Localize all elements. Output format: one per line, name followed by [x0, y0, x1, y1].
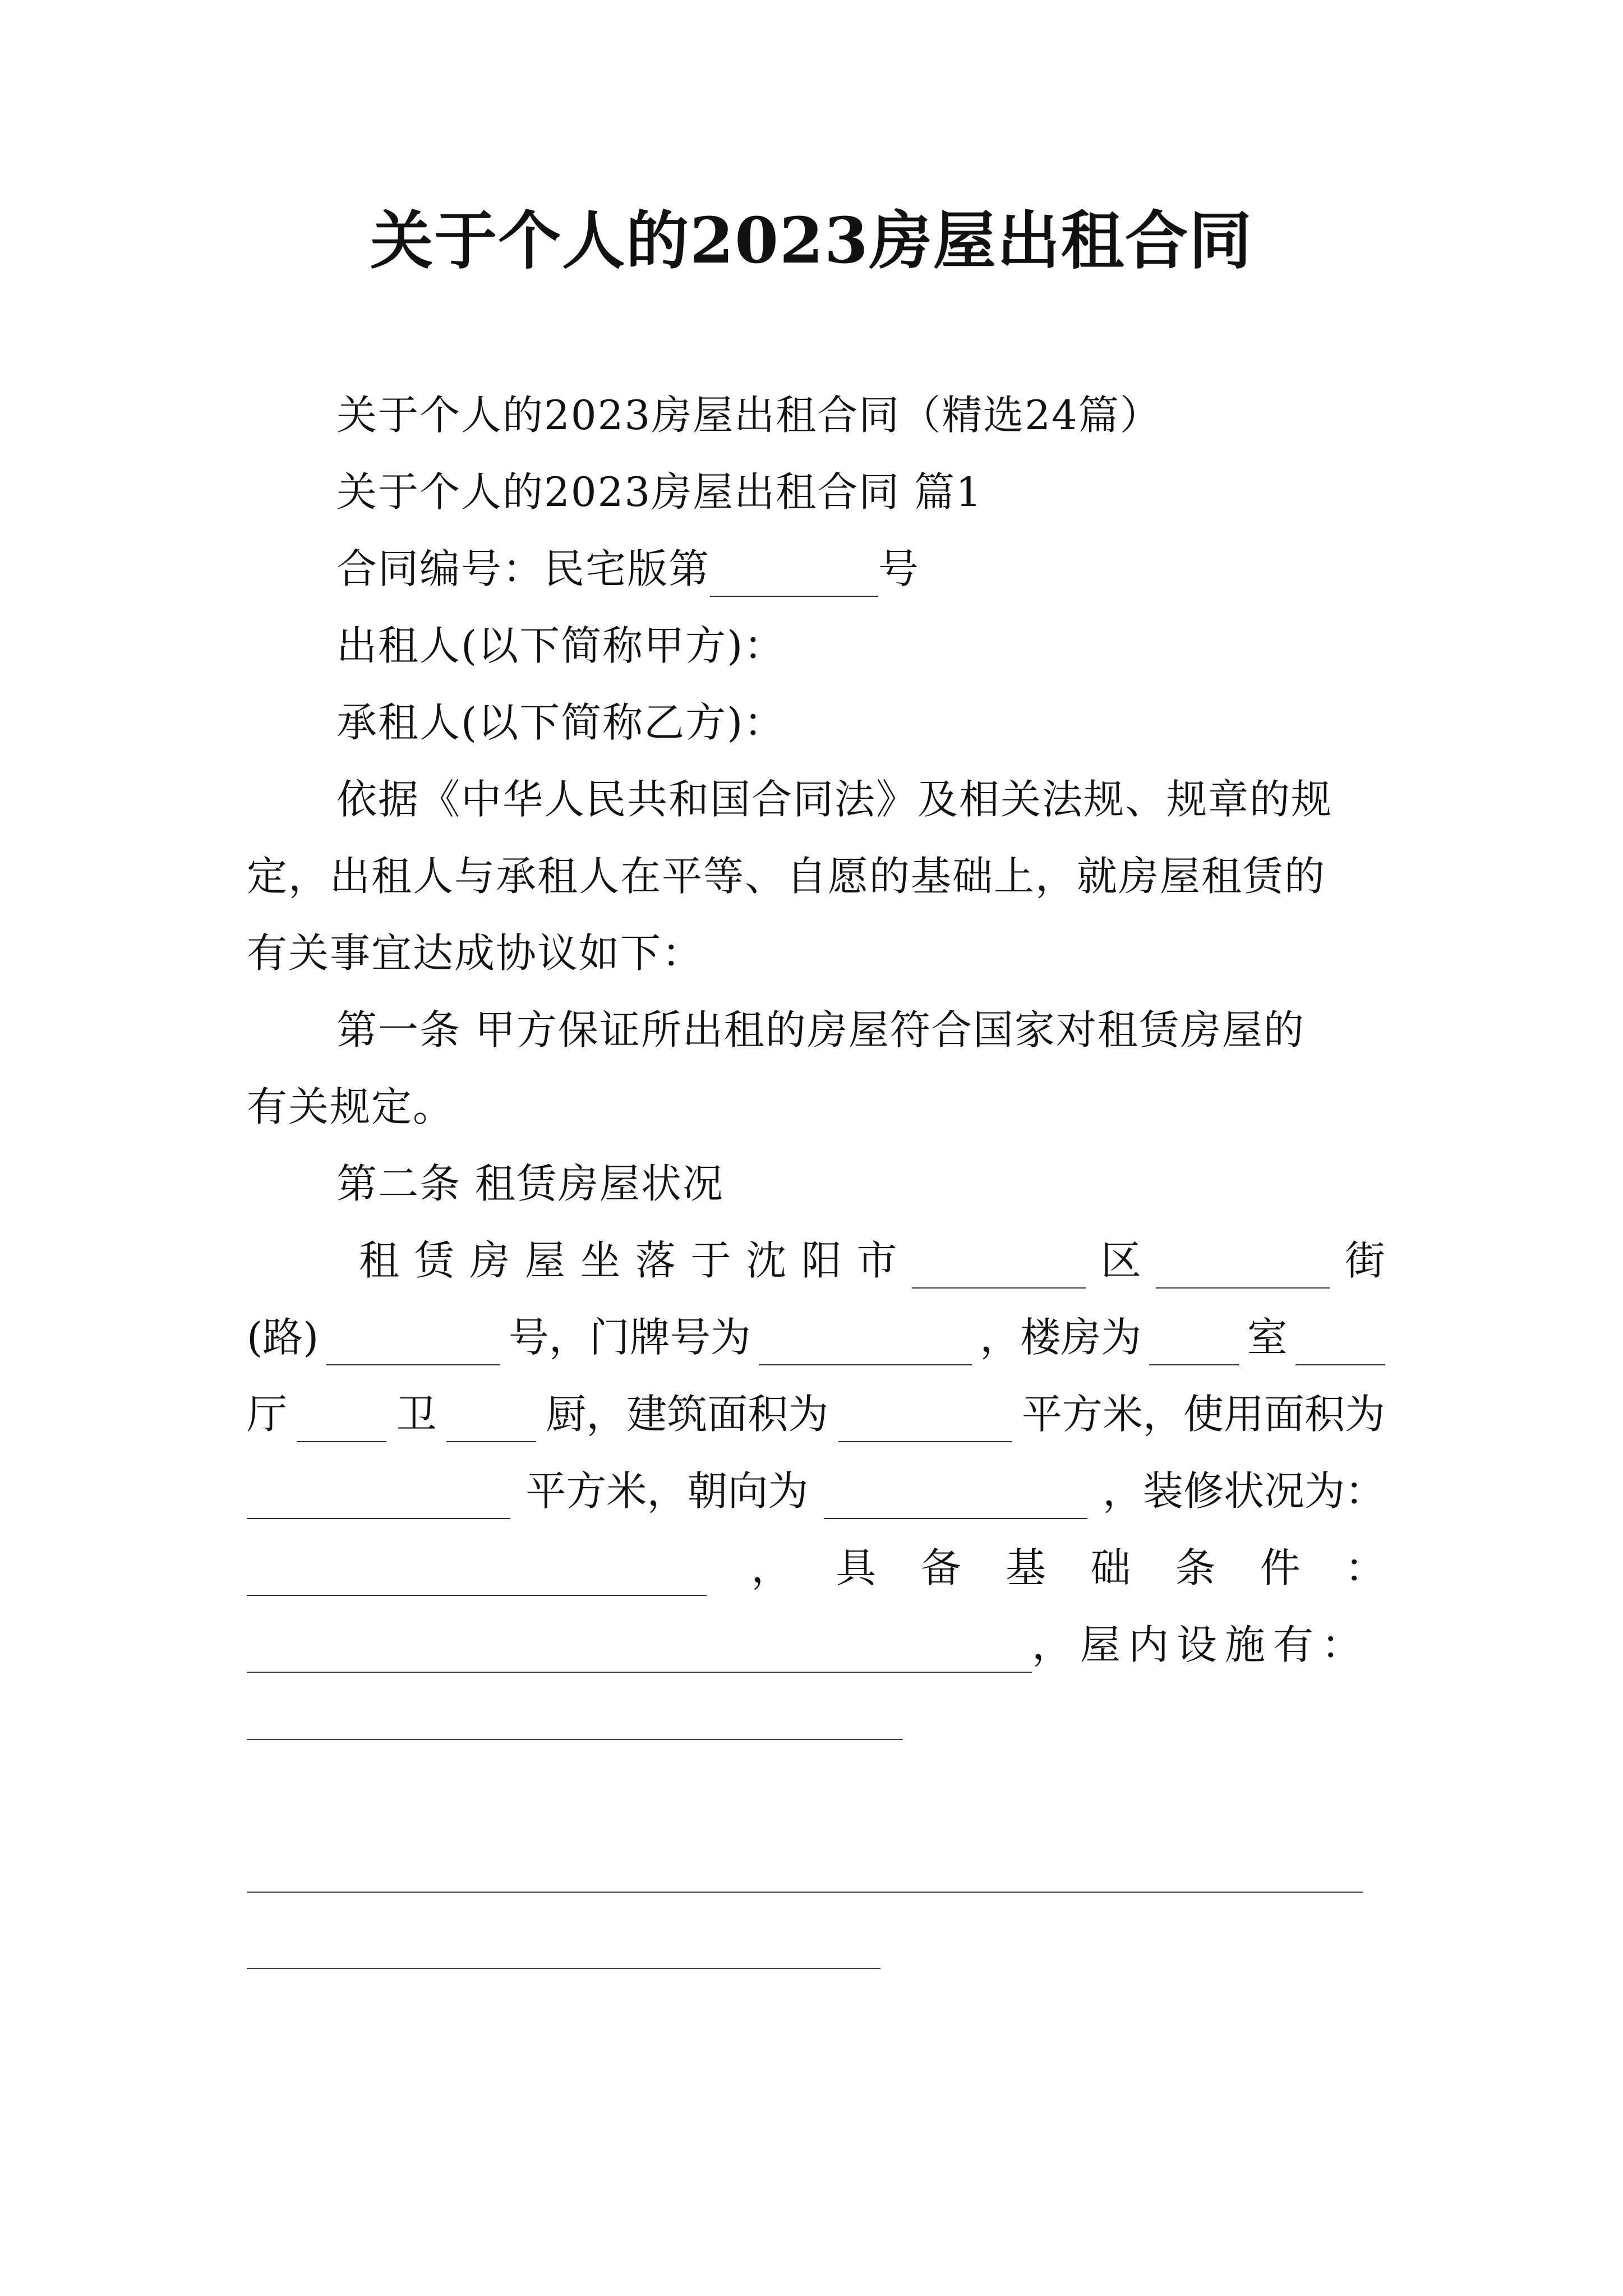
article-2-line-4: 平方米，朝向为 ，装修状况为： — [247, 1463, 1385, 1519]
kitchens-blank — [446, 1402, 536, 1442]
preamble-line-3: 有关事宜达成协议如下： — [247, 930, 704, 977]
facilities-blank-1 — [247, 1739, 903, 1740]
article-2-line-2: (路) 号，门牌号为 ，楼房为 室 — [247, 1309, 1385, 1365]
building-area-blank — [838, 1402, 1012, 1442]
bathrooms-blank — [297, 1402, 386, 1442]
district-blank — [912, 1248, 1086, 1289]
article-2-line-6: ，屋内设施有： — [247, 1617, 1370, 1673]
contract-number: 合同编号：民宅版第 号 — [336, 541, 920, 597]
decoration-blank — [247, 1556, 707, 1596]
article-1-line-2: 有关规定。 — [247, 1083, 455, 1130]
subtitle: 关于个人的2023房屋出租合同（精选24篇） — [336, 392, 1161, 439]
article-2-heading: 第二条 租赁房屋状况 — [336, 1160, 724, 1207]
article-1-line-1: 第一条 甲方保证所出租的房屋符合国家对租赁房屋的 — [336, 1006, 1305, 1053]
article-2-line-1: 租 赁 房 屋 坐 落 于 沈 阳 市 区 街 — [359, 1232, 1385, 1289]
preamble-line-2: 定，出租人与承租人在平等、自愿的基础上，就房屋租赁的 — [247, 853, 1326, 900]
basic-conditions-blank — [247, 1632, 1032, 1673]
contract-number-blank — [710, 556, 878, 597]
facilities-blank-2 — [247, 1892, 1363, 1893]
article-2-line-5: ， 具 备 基 础 条 件 ： — [247, 1540, 1385, 1596]
usable-area-blank — [247, 1479, 510, 1519]
lessor-line: 出租人(以下简称甲方)： — [336, 622, 786, 669]
facilities-blank-3 — [247, 1968, 880, 1969]
document-title: 关于个人的2023房屋出租合同 — [370, 204, 1253, 278]
rooms-blank — [1149, 1325, 1239, 1365]
preamble-line-1: 依据《中华人民共和国合同法》及相关法规、规章的规 — [336, 776, 1333, 823]
road-number-blank — [326, 1325, 500, 1365]
orientation-blank — [824, 1479, 1087, 1519]
halls-blank — [1295, 1325, 1385, 1365]
chapter-heading: 关于个人的2023房屋出租合同 篇1 — [336, 468, 983, 516]
lessee-line: 承租人(以下简称乙方)： — [336, 699, 786, 746]
street-blank — [1156, 1248, 1330, 1289]
article-2-line-3: 厅 卫 厨，建筑面积为 平方米，使用面积为 — [247, 1386, 1385, 1442]
door-number-blank — [759, 1325, 972, 1365]
